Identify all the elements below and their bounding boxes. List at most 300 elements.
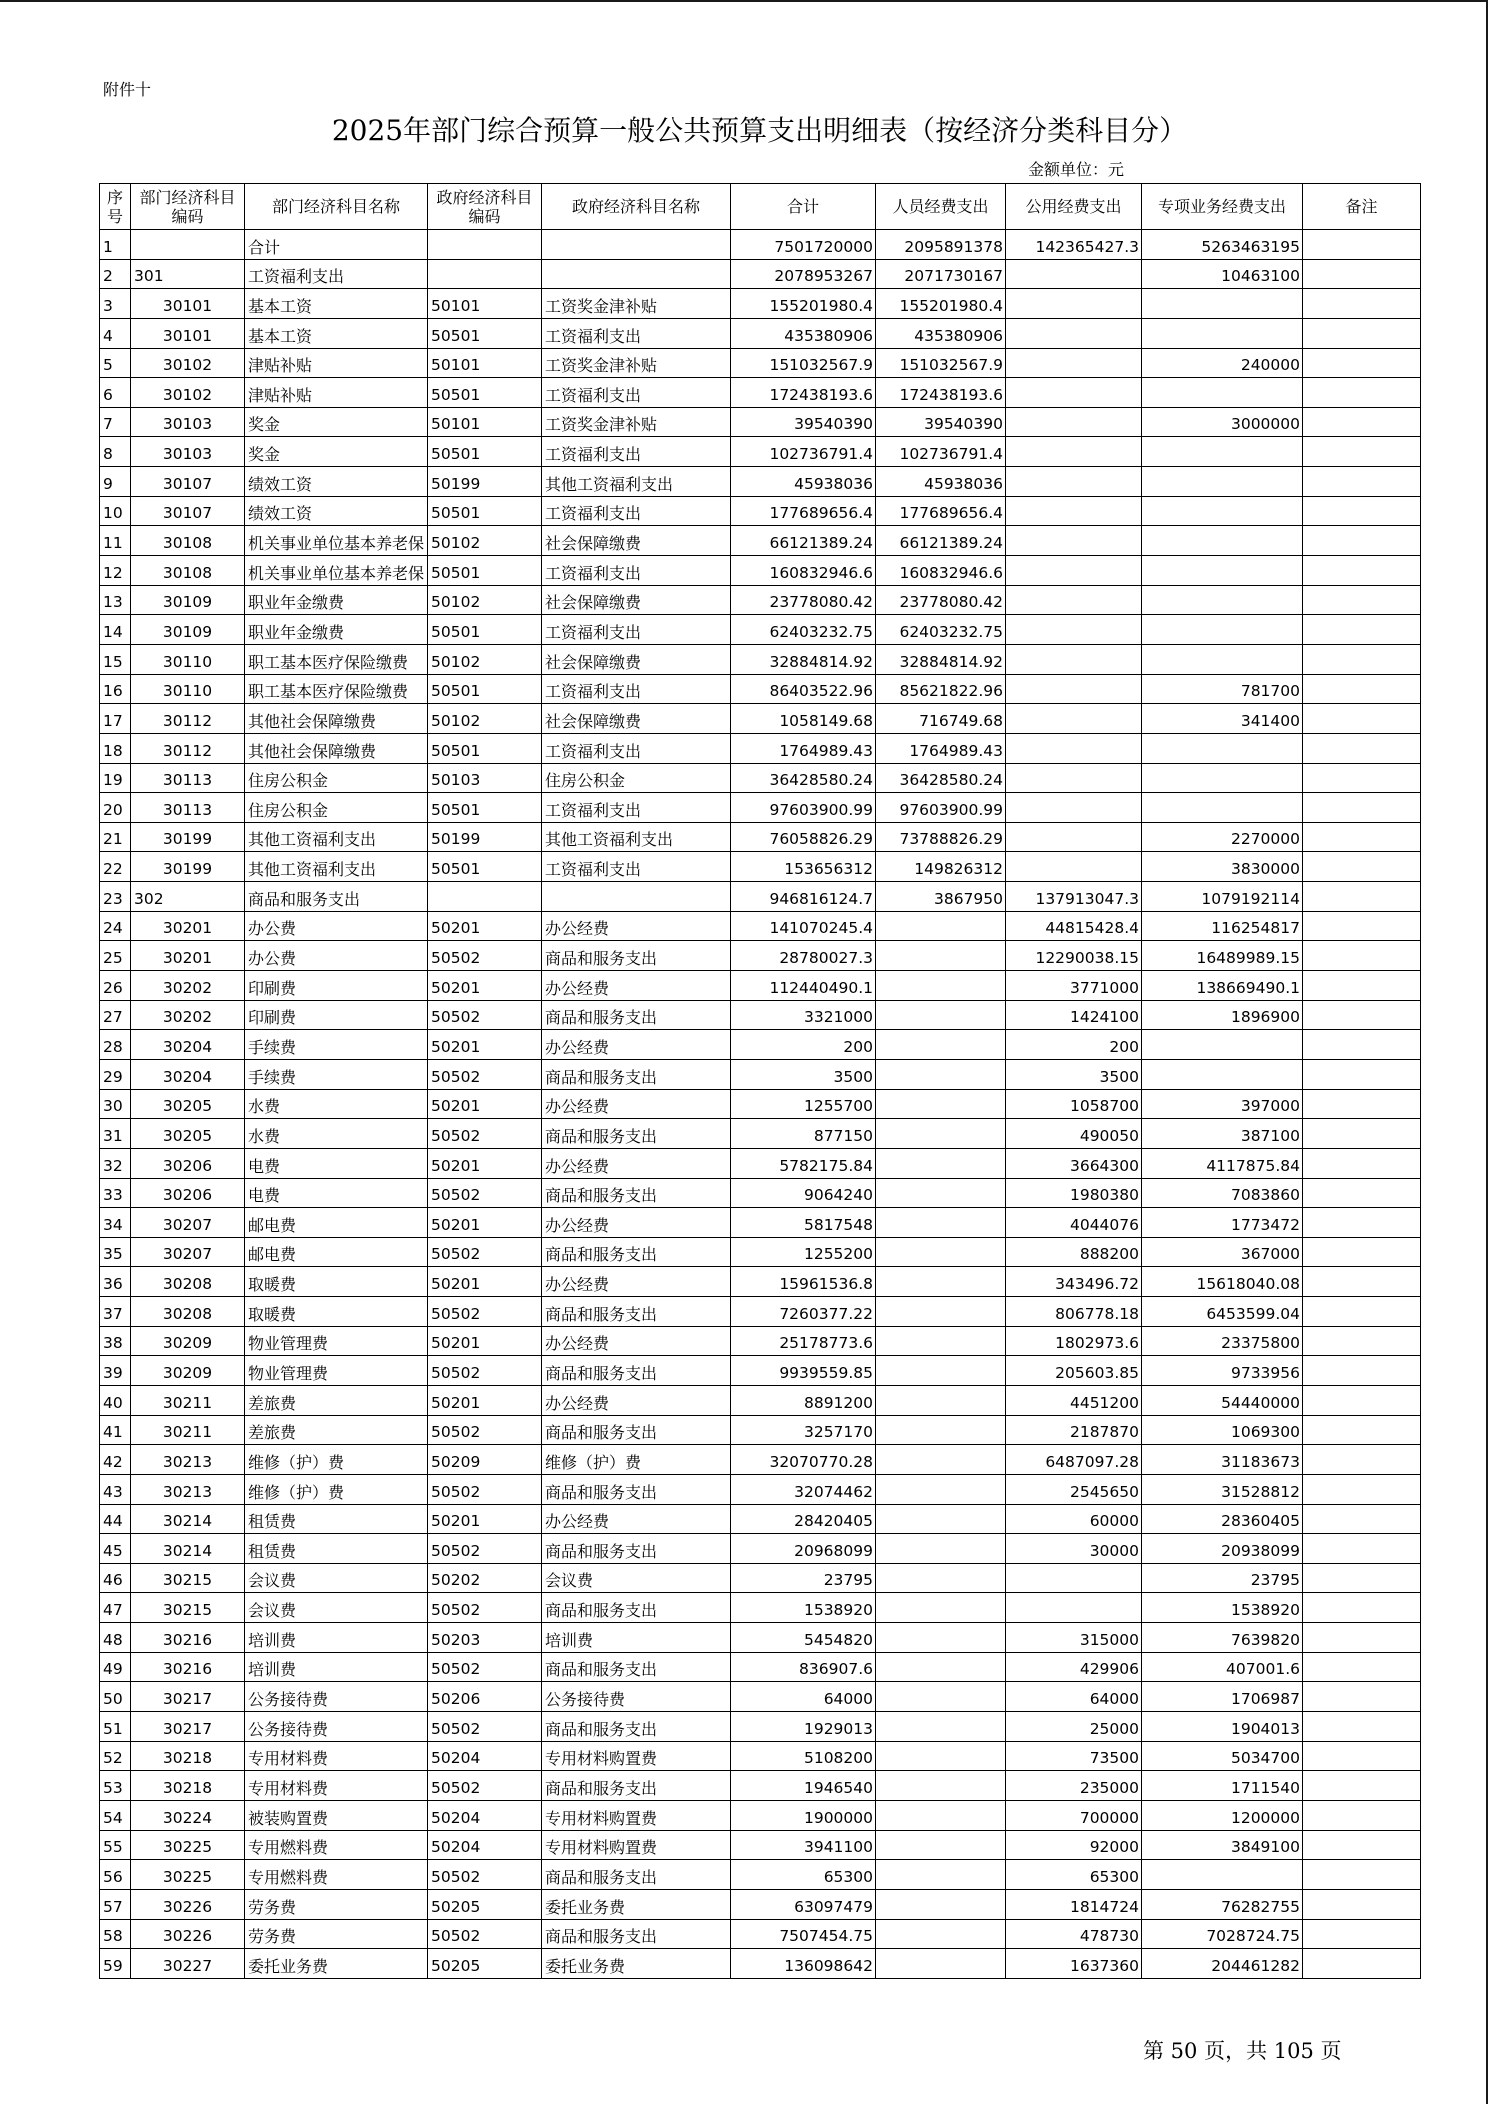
cell-seq: 29 [100,1059,131,1089]
cell-dept-code: 30216 [131,1652,245,1682]
cell-gov-name: 办公经费 [542,1208,731,1238]
table-header-row [100,184,1421,230]
attachment-label: 附件十 [103,80,152,99]
cell-personnel: 73788826.29 [876,822,1006,852]
cell-remark [1303,259,1421,289]
cell-total: 1538920 [731,1593,876,1623]
cell-gov-name: 工资福利支出 [542,674,731,704]
cell-special: 407001.6 [1142,1652,1303,1682]
cell-special: 1538920 [1142,1593,1303,1623]
table-row [100,1415,1421,1445]
cell-dept-code: 30217 [131,1712,245,1742]
cell-special: 1079192114 [1142,882,1303,912]
cell-public: 60000 [1006,1504,1142,1534]
cell-personnel [876,1445,1006,1475]
cell-public [1006,526,1142,556]
cell-gov-code: 50101 [428,407,542,437]
cell-public: 3500 [1006,1059,1142,1089]
table-row [100,437,1421,467]
cell-dept-code: 30103 [131,437,245,467]
cell-gov-code: 50102 [428,704,542,734]
cell-remark [1303,1445,1421,1475]
cell-dept-code: 30209 [131,1326,245,1356]
cell-seq: 43 [100,1474,131,1504]
cell-dept-code: 30202 [131,1000,245,1030]
cell-remark [1303,763,1421,793]
cell-seq: 6 [100,378,131,408]
cell-remark [1303,822,1421,852]
cell-dept-code: 30101 [131,289,245,319]
cell-special: 1069300 [1142,1415,1303,1445]
table-row [100,1860,1421,1890]
cell-remark [1303,585,1421,615]
cell-total: 1764989.43 [731,733,876,763]
cell-special: 1706987 [1142,1682,1303,1712]
table-row [100,1178,1421,1208]
cell-gov-code: 50501 [428,615,542,645]
cell-public: 205603.85 [1006,1356,1142,1386]
cell-seq: 10 [100,496,131,526]
cell-gov-name: 工资福利支出 [542,615,731,645]
table-row [100,1267,1421,1297]
cell-total: 136098642 [731,1949,876,1979]
cell-personnel [876,1889,1006,1919]
cell-dept-name: 其他社会保障缴费 [245,704,428,734]
cell-seq: 56 [100,1860,131,1890]
cell-public [1006,348,1142,378]
header-dept-name: 部门经济科目名称 [245,184,428,230]
cell-total: 200 [731,1030,876,1060]
cell-gov-name: 商品和服务支出 [542,1119,731,1149]
cell-dept-name: 水费 [245,1089,428,1119]
cell-personnel [876,1623,1006,1653]
cell-seq: 38 [100,1326,131,1356]
cell-dept-name: 委托业务费 [245,1949,428,1979]
cell-personnel: 85621822.96 [876,674,1006,704]
cell-seq: 2 [100,259,131,289]
table-row [100,1741,1421,1771]
table-row [100,615,1421,645]
cell-special: 1711540 [1142,1771,1303,1801]
header-public: 公用经费支出 [1006,184,1142,230]
cell-gov-code: 50201 [428,1326,542,1356]
table-row [100,941,1421,971]
cell-gov-name: 商品和服务支出 [542,1415,731,1445]
cell-total: 39540390 [731,407,876,437]
cell-gov-code: 50201 [428,1267,542,1297]
table-row [100,971,1421,1001]
cell-remark [1303,1563,1421,1593]
cell-total: 7260377.22 [731,1297,876,1327]
cell-special: 31183673 [1142,1445,1303,1475]
cell-remark [1303,852,1421,882]
cell-dept-code: 30199 [131,822,245,852]
cell-seq: 27 [100,1000,131,1030]
cell-gov-code [428,882,542,912]
cell-special: 10463100 [1142,259,1303,289]
cell-gov-name: 商品和服务支出 [542,1534,731,1564]
cell-remark [1303,1356,1421,1386]
cell-gov-code: 50502 [428,1178,542,1208]
cell-gov-name: 办公经费 [542,971,731,1001]
cell-gov-name: 商品和服务支出 [542,1297,731,1327]
cell-personnel: 2095891378 [876,230,1006,260]
table-row [100,1830,1421,1860]
cell-dept-code: 30218 [131,1741,245,1771]
cell-dept-name: 其他工资福利支出 [245,822,428,852]
cell-seq: 58 [100,1919,131,1949]
cell-public: 92000 [1006,1830,1142,1860]
cell-total: 102736791.4 [731,437,876,467]
cell-gov-name: 办公经费 [542,1030,731,1060]
cell-seq: 30 [100,1089,131,1119]
cell-gov-name: 工资福利支出 [542,733,731,763]
cell-dept-name: 手续费 [245,1059,428,1089]
cell-gov-name: 商品和服务支出 [542,1178,731,1208]
cell-seq: 54 [100,1800,131,1830]
cell-personnel [876,1593,1006,1623]
cell-dept-code: 30224 [131,1800,245,1830]
cell-dept-name: 津贴补贴 [245,378,428,408]
cell-special [1142,1860,1303,1890]
cell-gov-name: 办公经费 [542,1089,731,1119]
page-title: 2025年部门综合预算一般公共预算支出明细表（按经济分类科目分） [331,114,1188,147]
cell-personnel: 45938036 [876,467,1006,497]
cell-dept-name: 住房公积金 [245,793,428,823]
cell-special: 2270000 [1142,822,1303,852]
cell-remark [1303,1000,1421,1030]
cell-gov-name: 工资福利支出 [542,793,731,823]
cell-dept-code: 30214 [131,1504,245,1534]
cell-seq: 19 [100,763,131,793]
cell-special: 23375800 [1142,1326,1303,1356]
cell-special: 76282755 [1142,1889,1303,1919]
cell-dept-code: 30102 [131,378,245,408]
cell-dept-name: 住房公积金 [245,763,428,793]
cell-gov-code: 50102 [428,644,542,674]
cell-public [1006,585,1142,615]
cell-personnel [876,1030,1006,1060]
cell-total: 9064240 [731,1178,876,1208]
cell-remark [1303,1148,1421,1178]
cell-gov-code: 50103 [428,763,542,793]
cell-gov-code: 50502 [428,1919,542,1949]
cell-total: 435380906 [731,318,876,348]
cell-special: 6453599.04 [1142,1297,1303,1327]
table-row [100,1474,1421,1504]
cell-dept-name: 基本工资 [245,318,428,348]
cell-gov-name: 其他工资福利支出 [542,467,731,497]
cell-dept-name: 工资福利支出 [245,259,428,289]
cell-public: 142365427.3 [1006,230,1142,260]
cell-dept-name: 邮电费 [245,1208,428,1238]
cell-seq: 51 [100,1712,131,1742]
table-row [100,1800,1421,1830]
cell-seq: 17 [100,704,131,734]
cell-gov-code: 50201 [428,1148,542,1178]
cell-public [1006,467,1142,497]
cell-dept-code: 30107 [131,496,245,526]
cell-special [1142,378,1303,408]
cell-special [1142,793,1303,823]
cell-public: 1814724 [1006,1889,1142,1919]
cell-special: 240000 [1142,348,1303,378]
cell-remark [1303,1800,1421,1830]
cell-gov-name [542,882,731,912]
cell-public [1006,289,1142,319]
cell-personnel [876,1682,1006,1712]
cell-gov-code: 50209 [428,1445,542,1475]
table-row [100,911,1421,941]
cell-gov-name: 工资福利支出 [542,378,731,408]
cell-personnel [876,1534,1006,1564]
cell-total: 5782175.84 [731,1148,876,1178]
cell-personnel [876,1919,1006,1949]
cell-dept-name: 职工基本医疗保险缴费 [245,674,428,704]
cell-public: 3664300 [1006,1148,1142,1178]
cell-special: 15618040.08 [1142,1267,1303,1297]
cell-total: 32070770.28 [731,1445,876,1475]
cell-seq: 22 [100,852,131,882]
cell-dept-name: 奖金 [245,437,428,467]
table-row [100,289,1421,319]
cell-personnel [876,1504,1006,1534]
cell-gov-code: 50102 [428,526,542,556]
header-seq: 序号 [100,184,131,230]
cell-remark [1303,1830,1421,1860]
cell-total: 946816124.7 [731,882,876,912]
cell-seq: 3 [100,289,131,319]
cell-personnel: 3867950 [876,882,1006,912]
cell-gov-code: 50502 [428,1297,542,1327]
cell-seq: 1 [100,230,131,260]
cell-personnel [876,1356,1006,1386]
cell-gov-name: 维修（护）费 [542,1445,731,1475]
cell-dept-name: 职业年金缴费 [245,615,428,645]
cell-special: 1896900 [1142,1000,1303,1030]
cell-dept-name: 培训费 [245,1652,428,1682]
cell-dept-code: 30217 [131,1682,245,1712]
cell-personnel: 151032567.9 [876,348,1006,378]
cell-personnel [876,911,1006,941]
cell-total: 28420405 [731,1504,876,1534]
cell-dept-code: 30215 [131,1563,245,1593]
cell-gov-name: 商品和服务支出 [542,1059,731,1089]
cell-remark [1303,526,1421,556]
cell-gov-code: 50502 [428,1119,542,1149]
cell-dept-name: 水费 [245,1119,428,1149]
cell-dept-code: 30213 [131,1445,245,1475]
table-row [100,763,1421,793]
cell-public: 1802973.6 [1006,1326,1142,1356]
cell-total: 1900000 [731,1800,876,1830]
cell-public: 2545650 [1006,1474,1142,1504]
header-dept-code: 部门经济科目编码 [131,184,245,230]
cell-dept-name: 津贴补贴 [245,348,428,378]
table-row [100,1356,1421,1386]
cell-personnel [876,1712,1006,1742]
cell-seq: 50 [100,1682,131,1712]
cell-seq: 53 [100,1771,131,1801]
cell-total: 1255700 [731,1089,876,1119]
cell-gov-name: 商品和服务支出 [542,1474,731,1504]
cell-total: 836907.6 [731,1652,876,1682]
cell-remark [1303,407,1421,437]
cell-remark [1303,230,1421,260]
cell-gov-code [428,230,542,260]
cell-remark [1303,704,1421,734]
table-row [100,318,1421,348]
cell-public: 4044076 [1006,1208,1142,1238]
cell-dept-name: 劳务费 [245,1889,428,1919]
cell-gov-name: 工资福利支出 [542,852,731,882]
cell-public [1006,674,1142,704]
cell-personnel [876,1119,1006,1149]
cell-remark [1303,911,1421,941]
cell-gov-code: 50102 [428,585,542,615]
cell-personnel [876,1208,1006,1238]
cell-special [1142,1030,1303,1060]
cell-gov-code: 50502 [428,1771,542,1801]
cell-seq: 14 [100,615,131,645]
cell-gov-name: 专用材料购置费 [542,1741,731,1771]
cell-seq: 34 [100,1208,131,1238]
cell-remark [1303,1741,1421,1771]
cell-dept-code: 30225 [131,1860,245,1890]
table-row [100,1563,1421,1593]
cell-total: 1255200 [731,1237,876,1267]
cell-public: 12290038.15 [1006,941,1142,971]
cell-gov-code: 50502 [428,1356,542,1386]
cell-special: 7028724.75 [1142,1919,1303,1949]
cell-remark [1303,1059,1421,1089]
cell-seq: 7 [100,407,131,437]
table-row [100,1771,1421,1801]
cell-total: 86403522.96 [731,674,876,704]
cell-total: 45938036 [731,467,876,497]
cell-gov-name: 公务接待费 [542,1682,731,1712]
cell-remark [1303,496,1421,526]
cell-special: 341400 [1142,704,1303,734]
cell-dept-name: 印刷费 [245,1000,428,1030]
cell-personnel [876,1326,1006,1356]
cell-dept-code: 30103 [131,407,245,437]
cell-gov-name: 工资福利支出 [542,318,731,348]
cell-dept-name: 租赁费 [245,1504,428,1534]
cell-dept-name: 会议费 [245,1563,428,1593]
cell-public: 478730 [1006,1919,1142,1949]
cell-gov-name: 商品和服务支出 [542,1000,731,1030]
cell-dept-name: 劳务费 [245,1919,428,1949]
cell-personnel: 39540390 [876,407,1006,437]
cell-special: 23795 [1142,1563,1303,1593]
cell-public [1006,556,1142,586]
cell-gov-name: 办公经费 [542,1385,731,1415]
cell-total: 63097479 [731,1889,876,1919]
cell-public [1006,378,1142,408]
cell-total: 3257170 [731,1415,876,1445]
cell-gov-name: 工资奖金津补贴 [542,407,731,437]
table-row [100,1326,1421,1356]
table-row [100,585,1421,615]
cell-dept-name: 电费 [245,1178,428,1208]
cell-personnel: 2071730167 [876,259,1006,289]
cell-gov-name: 办公经费 [542,1267,731,1297]
cell-remark [1303,1474,1421,1504]
header-total: 合计 [731,184,876,230]
cell-public [1006,704,1142,734]
cell-dept-name: 租赁费 [245,1534,428,1564]
cell-gov-code: 50501 [428,674,542,704]
cell-gov-code: 50201 [428,1504,542,1534]
cell-gov-name: 办公经费 [542,911,731,941]
cell-gov-code: 50201 [428,1030,542,1060]
cell-personnel [876,1267,1006,1297]
cell-special: 367000 [1142,1237,1303,1267]
cell-remark [1303,1415,1421,1445]
cell-total: 877150 [731,1119,876,1149]
cell-dept-code: 30225 [131,1830,245,1860]
cell-special: 781700 [1142,674,1303,704]
cell-dept-code: 30107 [131,467,245,497]
cell-gov-name: 其他工资福利支出 [542,822,731,852]
cell-total: 1946540 [731,1771,876,1801]
cell-gov-name: 工资福利支出 [542,437,731,467]
cell-gov-name: 办公经费 [542,1148,731,1178]
cell-special: 5034700 [1142,1741,1303,1771]
cell-dept-name: 其他工资福利支出 [245,852,428,882]
table-row [100,1148,1421,1178]
cell-dept-name: 维修（护）费 [245,1445,428,1475]
cell-remark [1303,1089,1421,1119]
cell-seq: 11 [100,526,131,556]
cell-gov-name: 商品和服务支出 [542,1652,731,1682]
table-body [100,230,1421,1979]
cell-seq: 32 [100,1148,131,1178]
cell-dept-code: 30101 [131,318,245,348]
cell-gov-code: 50502 [428,1000,542,1030]
cell-remark [1303,793,1421,823]
cell-total: 153656312 [731,852,876,882]
cell-special [1142,526,1303,556]
cell-seq: 16 [100,674,131,704]
cell-dept-code: 30207 [131,1237,245,1267]
cell-personnel [876,1237,1006,1267]
cell-dept-name: 职业年金缴费 [245,585,428,615]
cell-dept-code: 30206 [131,1178,245,1208]
cell-gov-code: 50201 [428,1089,542,1119]
table-row [100,674,1421,704]
cell-personnel [876,1741,1006,1771]
cell-dept-code: 30213 [131,1474,245,1504]
cell-total: 177689656.4 [731,496,876,526]
cell-personnel: 102736791.4 [876,437,1006,467]
table-row [100,378,1421,408]
cell-dept-name: 专用材料费 [245,1741,428,1771]
cell-gov-name: 社会保障缴费 [542,526,731,556]
cell-seq: 49 [100,1652,131,1682]
cell-seq: 59 [100,1949,131,1979]
cell-dept-code: 30207 [131,1208,245,1238]
cell-total: 1058149.68 [731,704,876,734]
cell-dept-code: 30113 [131,793,245,823]
cell-public: 73500 [1006,1741,1142,1771]
cell-special: 3830000 [1142,852,1303,882]
cell-personnel: 66121389.24 [876,526,1006,556]
cell-special [1142,437,1303,467]
cell-dept-code: 30209 [131,1356,245,1386]
cell-gov-name [542,230,731,260]
